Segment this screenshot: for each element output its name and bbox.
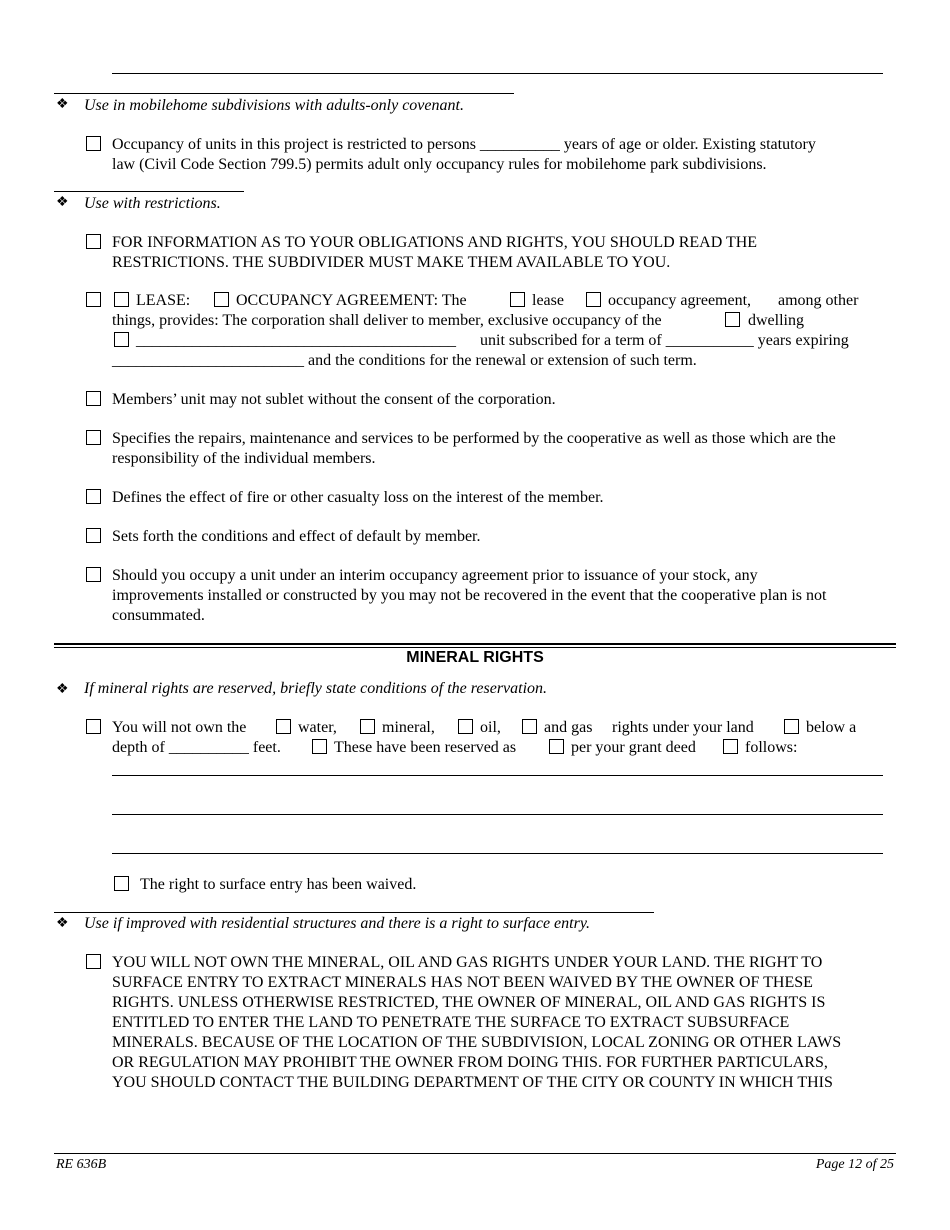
lease-word: lease <box>532 292 564 309</box>
sublet-text: Members’ unit may not sublet without the consent of the corporation. <box>112 391 556 408</box>
default-text: Sets forth the conditions and effect of default by member. <box>112 528 481 545</box>
surface-entry-line: RIGHTS. UNLESS OTHERWISE RESTRICTED, THE OWNER OF MINERAL, OIL AND GAS RIGHTS IS <box>112 994 826 1011</box>
water-checkbox[interactable] <box>276 719 291 734</box>
grant-deed-checkbox[interactable] <box>549 739 564 754</box>
fire-checkbox[interactable] <box>86 489 101 504</box>
water-label: water, <box>298 719 337 736</box>
surface-entry-line: SURFACE ENTRY TO EXTRACT MINERALS HAS NOT BEEN WAIVED BY THE OWNER OF THESE <box>112 974 813 991</box>
occupancy-word: occupancy agreement, <box>608 292 752 309</box>
diamond-bullet-icon: ❖ <box>56 97 69 112</box>
rights-land-text: rights under your land <box>612 719 754 736</box>
occupancy-agreement-checkbox[interactable] <box>214 292 229 307</box>
reservation-blank-line-2[interactable] <box>112 814 883 815</box>
sublet-checkbox[interactable] <box>86 391 101 406</box>
gas-checkbox[interactable] <box>522 719 537 734</box>
page-number: Page 12 of 25 <box>815 1157 894 1172</box>
own-prefix: You will not own the <box>112 719 247 736</box>
mineral-rights-title: MINERAL RIGHTS <box>406 649 544 666</box>
top-blank-line <box>112 73 883 74</box>
occupancy-word-checkbox[interactable] <box>586 292 601 307</box>
among-other-text: among other <box>778 292 859 309</box>
provides-text: things, provides: The corporation shall deliver to member, exclusive occupancy of the <box>112 312 662 329</box>
surface-entry-line: ENTITLED TO ENTER THE LAND TO PENETRATE THE SURFACE TO EXTRACT SUBSURFACE <box>112 1014 790 1031</box>
other-unit-checkbox[interactable] <box>114 332 129 347</box>
mineral-heading: If mineral rights are reserved, briefly state conditions of the reservation. <box>84 680 548 697</box>
restrictions-info-line1: FOR INFORMATION AS TO YOUR OBLIGATIONS AND RIGHTS, YOU SHOULD READ THE <box>112 234 758 251</box>
adults-only-line2: law (Civil Code Section 799.5) permits adult only occupancy rules for mobilehome park subdivisions. <box>112 156 767 173</box>
follows-label: follows: <box>745 739 798 756</box>
surface-entry-line: YOU WILL NOT OWN THE MINERAL, OIL AND GAS RIGHTS UNDER YOUR LAND. THE RIGHT TO <box>112 954 823 971</box>
grant-deed-label: per your grant deed <box>571 739 696 756</box>
section-divider <box>54 93 514 94</box>
mineral-checkbox[interactable] <box>360 719 375 734</box>
lease-item-checkbox[interactable] <box>86 292 101 307</box>
follows-checkbox[interactable] <box>723 739 738 754</box>
dwelling-checkbox[interactable] <box>725 312 740 327</box>
reservation-blank-line-3[interactable] <box>112 853 883 854</box>
reserved-as-label: These have been reserved as <box>334 739 517 756</box>
oil-checkbox[interactable] <box>458 719 473 734</box>
reservation-blank-line-1[interactable] <box>112 775 883 776</box>
repairs-checkbox[interactable] <box>86 430 101 445</box>
interim-checkbox[interactable] <box>86 567 101 582</box>
surface-waived-checkbox[interactable] <box>114 876 129 891</box>
dwelling-word: dwelling <box>748 312 804 329</box>
repairs-line2: responsibility of the individual members. <box>112 450 376 467</box>
repairs-line1: Specifies the repairs, maintenance and services to be performed by the cooperative as well as those which are the <box>112 430 836 447</box>
footer-rule <box>54 1153 896 1154</box>
mineral-double-rule-bottom <box>54 647 896 648</box>
interim-line1: Should you occupy a unit under an interim occupancy agreement prior to issuance of your stock, any <box>112 567 758 584</box>
surface-entry-heading: Use if improved with residential structures and there is a right to surface entry. <box>84 915 591 932</box>
surface-entry-line: YOU SHOULD CONTACT THE BUILDING DEPARTMENT OF THE CITY OR COUNTY IN WHICH THIS <box>112 1074 833 1091</box>
surface-waived-text: The right to surface entry has been waived. <box>140 876 417 893</box>
section-divider <box>54 912 654 913</box>
below-label: below a <box>806 719 857 736</box>
lease-label: LEASE: <box>136 292 191 309</box>
gas-label: and gas <box>544 719 593 736</box>
adults-only-line1: Occupancy of units in this project is restricted to persons __________ years of age or older. Existing statutory <box>112 136 816 153</box>
unit-term-text: unit subscribed for a term of ___________ years expiring <box>480 332 849 349</box>
section-divider <box>54 191 244 192</box>
fire-text: Defines the effect of fire or other casualty loss on the interest of the member. <box>112 489 604 506</box>
surface-entry-checkbox[interactable] <box>86 954 101 969</box>
oil-label: oil, <box>480 719 501 736</box>
mineral-own-checkbox[interactable] <box>86 719 101 734</box>
surface-entry-line: MINERALS. BECAUSE OF THE LOCATION OF THE SUBDIVISION, LOCAL ZONING OR OTHER LAWS <box>112 1034 842 1051</box>
adults-only-checkbox[interactable] <box>86 136 101 151</box>
mineral-double-rule-top <box>54 643 896 645</box>
mineral-label: mineral, <box>382 719 435 736</box>
adults-only-heading: Use in mobilehome subdivisions with adults-only covenant. <box>84 97 464 114</box>
restrictions-info-checkbox[interactable] <box>86 234 101 249</box>
interim-line3: consummated. <box>112 607 205 624</box>
default-checkbox[interactable] <box>86 528 101 543</box>
restrictions-heading: Use with restrictions. <box>84 195 221 212</box>
depth-text: depth of __________ feet. <box>112 739 281 756</box>
diamond-bullet-icon: ❖ <box>56 195 69 210</box>
diamond-bullet-icon: ❖ <box>56 682 69 697</box>
surface-entry-line: OR REGULATION MAY PROHIBIT THE OWNER FROM DOING THIS. FOR FURTHER PARTICULARS, <box>112 1054 828 1071</box>
diamond-bullet-icon: ❖ <box>56 916 69 931</box>
restrictions-info-line2: RESTRICTIONS. THE SUBDIVIDER MUST MAKE THEM AVAILABLE TO YOU. <box>112 254 671 271</box>
lease-checkbox[interactable] <box>114 292 129 307</box>
lease-word-checkbox[interactable] <box>510 292 525 307</box>
occupancy-agreement-label: OCCUPANCY AGREEMENT: The <box>236 292 467 309</box>
below-checkbox[interactable] <box>784 719 799 734</box>
renewal-text: ________________________ and the conditions for the renewal or extension of such term. <box>112 352 697 369</box>
unit-type-blank: ________________________________________ <box>136 332 456 349</box>
form-id: RE 636B <box>56 1157 107 1172</box>
reserved-as-checkbox[interactable] <box>312 739 327 754</box>
interim-line2: improvements installed or constructed by you may not be recovered in the event that the cooperative plan is not <box>112 587 827 604</box>
